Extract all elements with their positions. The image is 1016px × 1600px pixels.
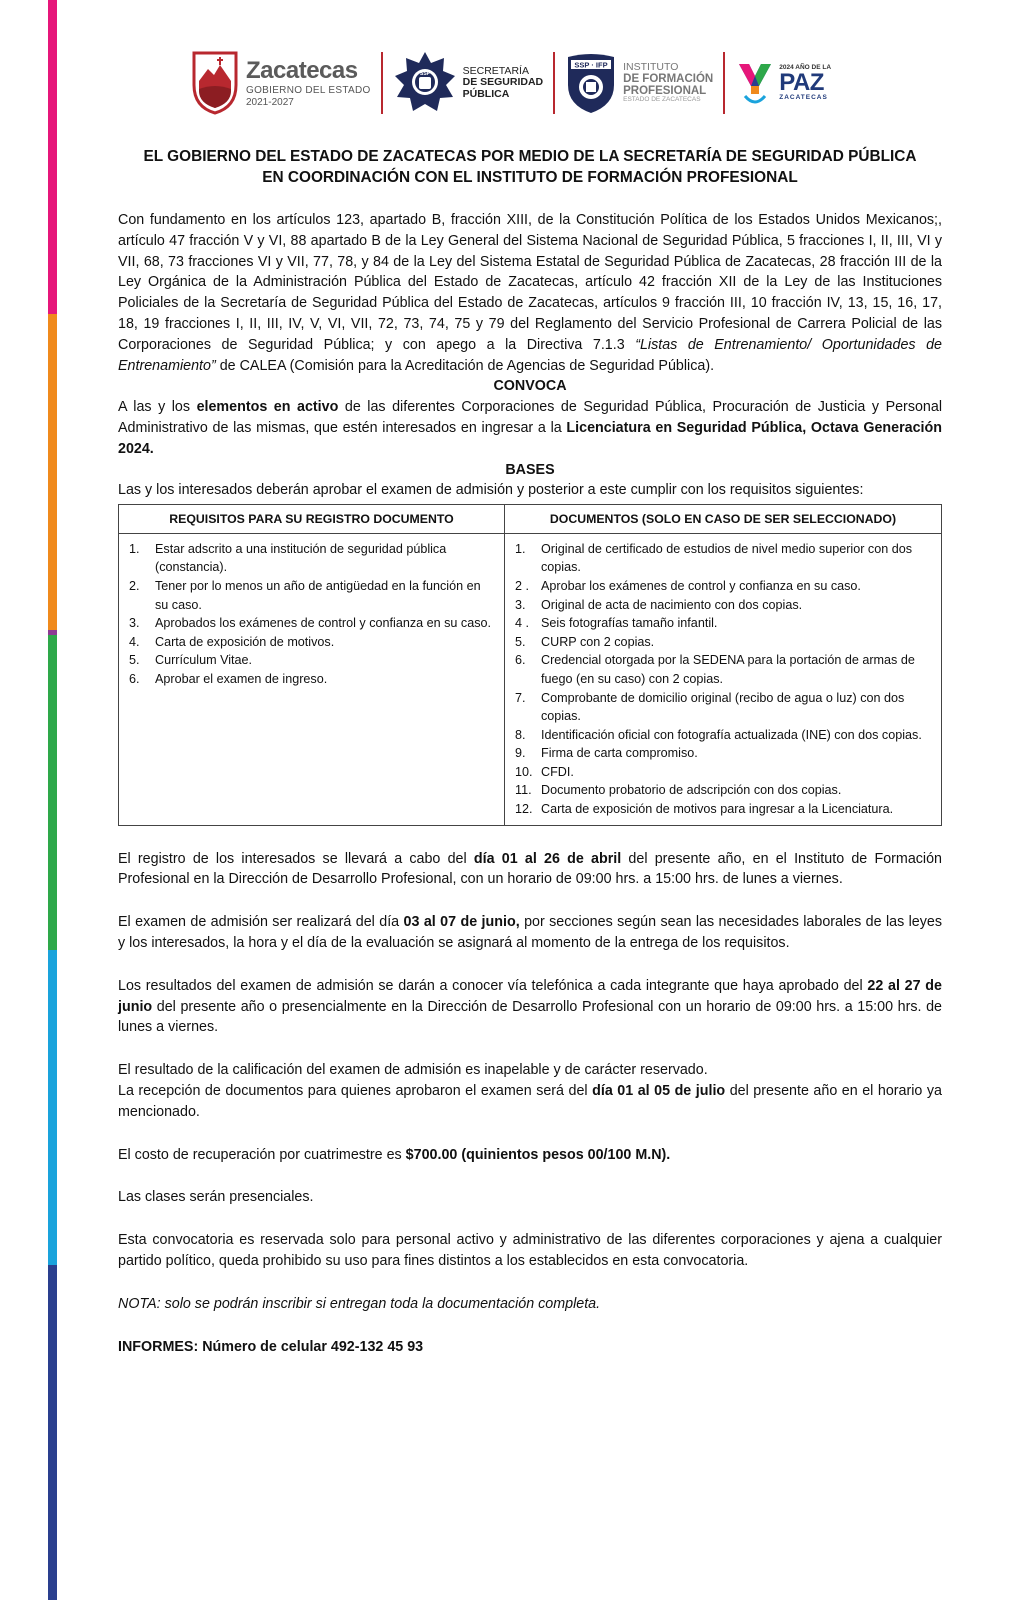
- table-header-documentos: DOCUMENTOS (SOLO EN CASO DE SER SELECCIONADO): [505, 505, 942, 534]
- item-text: Aprobados los exámenes de control y confianza en su caso.: [155, 616, 492, 631]
- item-text: Original de acta de nacimiento con dos copias.: [541, 597, 803, 612]
- zacatecas-shield-icon: [190, 51, 240, 115]
- item-number: 1.: [129, 541, 140, 556]
- list-item: [515, 633, 931, 652]
- convoca-text-2: de las diferentes Corporaciones de Seguridad Pública, Procuración de Justicia y Personal Administrativo de las mismas, que estén interesados en ingresar a la: [118, 399, 942, 436]
- item-number: 10.: [515, 764, 533, 779]
- stripe-orange: [48, 314, 57, 630]
- header-logos: [190, 44, 880, 122]
- list-item: [515, 781, 931, 800]
- registro-text-2: del presente año, en el Instituto de Formación Profesional en la Dirección de Desarrollo Profesional, con un horario de 09:00 hrs. a 15:00 hrs. de lunes a viernes.: [118, 850, 943, 888]
- list-item: [129, 577, 494, 614]
- logo-divider: [553, 52, 555, 114]
- costo-amount: $700.00 (quinientos pesos 00/100 M.N).: [405, 1146, 671, 1163]
- logo-divider: [381, 52, 383, 114]
- costo-paragraph: [118, 1145, 942, 1166]
- list-item: [515, 596, 931, 615]
- list-item: [515, 800, 931, 819]
- examen-text-2: por secciones según sean las necesidades laborales de las leyes y los interesados, la hora y el día de la evaluación se asignará al momento de la entrega de los requisitos.: [118, 914, 943, 952]
- examen-paragraph: [118, 912, 942, 954]
- item-text: CFDI.: [541, 764, 574, 779]
- intro-italic-reference: “Listas de Entrenamiento/ Oportunidades de Entrenamiento”: [118, 336, 942, 374]
- examen-text-1: El examen de admisión ser realizará del día: [118, 914, 404, 931]
- paz-subtitle: ZACATECAS: [779, 94, 828, 101]
- recepcion-text-1: La recepción de documentos para quienes aprobaron el examen será del: [118, 1083, 593, 1100]
- item-number: 5.: [129, 653, 140, 668]
- item-text: Estar adscrito a una institución de seguridad pública (constancia).: [155, 541, 447, 575]
- recepcion-paragraph: [118, 1081, 942, 1123]
- zacatecas-title: Zacatecas: [246, 56, 358, 84]
- title-line-2: EN COORDINACIÓN CON EL INSTITUTO DE FORMACIÓN PROFESIONAL: [262, 169, 798, 186]
- ssp-line2: DE SEGURIDAD: [462, 76, 544, 89]
- list-item: [129, 540, 494, 577]
- title-line-1: EL GOBIERNO DEL ESTADO DE ZACATECAS POR MEDIO DE LA SECRETARÍA DE SEGURIDAD PÚBLICA: [143, 148, 917, 165]
- recepcion-bold-date: día 01 al 05 de julio: [592, 1083, 726, 1100]
- bases-heading: BASES: [505, 461, 555, 478]
- list-item: [129, 651, 494, 670]
- stripe-cyan: [48, 950, 57, 1265]
- item-text: Aprobar los exámenes de control y confianza en su caso.: [541, 578, 861, 593]
- item-number: 3.: [129, 616, 140, 631]
- intro-paragraph: [118, 210, 942, 376]
- table-header-requisitos: REQUISITOS PARA SU REGISTRO DOCUMENTO: [119, 505, 505, 534]
- paz-small-text: 2024 AÑO DE LA: [779, 63, 832, 71]
- list-item: [129, 670, 494, 689]
- nota-paragraph: NOTA: solo se podrán inscribir si entregan toda la documentación completa.: [118, 1295, 601, 1312]
- ifp-line2: DE FORMACIÓN: [623, 73, 714, 86]
- item-text: Currículum Vitae.: [155, 653, 253, 668]
- ifp-line1: INSTITUTO: [623, 61, 679, 74]
- ifp-line3: PROFESIONAL: [623, 85, 707, 98]
- item-number: 1.: [515, 541, 526, 556]
- document-title: [118, 146, 942, 188]
- requisitos-list: [119, 533, 505, 825]
- convoca-text-1: A las y los: [118, 399, 197, 416]
- item-number: 4 .: [515, 616, 530, 631]
- list-item: [129, 614, 494, 633]
- list-item: [515, 651, 931, 688]
- zacatecas-subtitle: GOBIERNO DEL ESTADO: [246, 84, 371, 96]
- item-number: 3.: [515, 597, 526, 612]
- list-item: [515, 689, 931, 726]
- item-text: Documento probatorio de adscripción con dos copias.: [541, 783, 842, 798]
- item-text: Seis fotografías tamaño infantil.: [541, 616, 718, 631]
- item-number: 7.: [515, 690, 526, 705]
- calificacion-paragraph: El resultado de la calificación del examen de admisión es inapelable y de carácter reservado.: [118, 1062, 708, 1079]
- list-item: [515, 726, 931, 745]
- item-text: CURP con 2 copias.: [541, 634, 655, 649]
- item-text: Identificación oficial con fotografía actualizada (INE) con dos copias.: [541, 727, 922, 742]
- convoca-paragraph: [118, 397, 942, 459]
- requirements-table: [118, 504, 942, 826]
- list-item: [515, 614, 931, 633]
- ifp-badge-text: SSP · IFP: [574, 60, 608, 70]
- convoca-heading: CONVOCA: [493, 378, 567, 395]
- item-number: 2.: [129, 578, 140, 593]
- resultados-paragraph: [118, 976, 942, 1038]
- ssp-line1: SECRETARÍA: [462, 65, 529, 78]
- logo-divider: [723, 52, 725, 114]
- item-text: Comprobante de domicilio original (recibo de agua o luz) con dos copias.: [541, 690, 905, 724]
- recepcion-text-2: del presente año en el horario ya mencionado.: [118, 1083, 942, 1120]
- ssp-seal-text: SSP: [419, 71, 430, 77]
- resultados-text-2: del presente año o presencialmente en la Dirección de Desarrollo Profesional con un horario de 09:00 hrs. a 15:00 hrs. de lunes a viernes.: [118, 998, 942, 1036]
- resultados-text-1: Los resultados del examen de admisión se darán a conocer vía telefónica a cada integrante que haya aprobado del: [118, 977, 868, 994]
- ssp-logo: [393, 51, 544, 115]
- intro-text-1: Con fundamento en los artículos 123, apartado B, fracción XIII, de la Constitución Política de los Estados Unidos Mexicanos;, artículo 47 fracción V y VI, 88 apartado B de la Ley General del Sistema Nacional de Seguridad Pública, 5 fracciones I, II, III, VI y VII, 68, 73 fracciones VI y VII, 77, 78, y 84 de la Ley del Sistema Estatal de Seguridad Pública de Zacatecas, 28 fracción III de la Ley Orgánica de la Administración Pública del Estado de Zacatecas, artículo 42 fracción XII de la Ley de las Instituciones Policiales de la Secretaría de Seguridad Pública del Estado de Zacatecas, artículos 9 fracción III, 10 fracción IV, 13, 15, 16, 17, 18, 19 fracciones I, II, III, IV, V, VI, VII, 72, 73, 74, 75 y 79 del Reglamento del Servicio Profesional de Carrera Policial de las Corporaciones de Seguridad Pública; y con apego a la Directiva 7.1.3: [118, 212, 942, 353]
- stripe-pink: [48, 0, 57, 314]
- decorative-color-stripe: [48, 0, 57, 1600]
- examen-bold-date: 03 al 07 de junio,: [403, 914, 520, 931]
- item-text: Carta de exposición de motivos para ingresar a la Licenciatura.: [541, 802, 894, 817]
- convoca-bold-1: elementos en activo: [196, 399, 339, 416]
- table-row: [119, 533, 942, 825]
- bases-paragraph: Las y los interesados deberán aprobar el examen de admisión y posterior a este cumplir con los requisitos siguientes:: [118, 482, 864, 499]
- ifp-logo: [565, 51, 713, 115]
- ifp-line4: ESTADO DE ZACATECAS: [623, 96, 701, 104]
- list-item: [129, 633, 494, 652]
- ifp-shield-icon: [565, 51, 617, 115]
- registro-text-1: El registro de los interesados se llevará a cabo del: [118, 850, 474, 867]
- intro-text-2: de CALEA (Comisión para la Acreditación de Agencias de Seguridad Pública).: [215, 357, 715, 374]
- list-item: [515, 763, 931, 782]
- item-number: 9.: [515, 746, 526, 761]
- zacatecas-logo: [190, 51, 371, 115]
- item-number: 11.: [515, 783, 532, 798]
- paz-big-text: PAZ: [779, 69, 824, 96]
- convoca-bold-2: Licenciatura en Seguridad Pública, Octava Generación 2024.: [118, 419, 942, 457]
- zacatecas-years: 2021-2027: [246, 96, 294, 108]
- document-body: [118, 146, 942, 1357]
- stripe-navy: [48, 1265, 57, 1600]
- item-text: Original de certificado de estudios de nivel medio superior con dos copias.: [541, 541, 913, 575]
- item-number: 6.: [515, 653, 526, 668]
- item-number: 12.: [515, 802, 533, 817]
- registro-bold-date: día 01 al 26 de abril: [473, 850, 622, 867]
- list-item: [515, 540, 931, 577]
- table-header-row: [119, 505, 942, 534]
- item-number: 6.: [129, 671, 140, 686]
- list-item: [515, 744, 931, 763]
- item-text: Aprobar el examen de ingreso.: [155, 671, 328, 686]
- item-number: 4.: [129, 634, 140, 649]
- ssp-line3: PÚBLICA: [462, 87, 510, 100]
- registro-paragraph: [118, 849, 942, 891]
- ssp-star-badge-icon: [393, 51, 457, 115]
- reservada-paragraph: Esta convocatoria es reservada solo para personal activo y administrativo de las diferentes corporaciones y ajena a cualquier partido político, queda prohibido su uso para fines distintos a los establecidos en esta convocatoria.: [118, 1232, 942, 1270]
- item-number: 2 .: [515, 578, 530, 593]
- paz-heart-icon: [735, 54, 775, 112]
- informes-paragraph: INFORMES: Número de celular 492-132 45 93: [118, 1338, 424, 1355]
- costo-text: El costo de recuperación por cuatrimestre es: [118, 1146, 406, 1163]
- paz-logo: [735, 54, 831, 112]
- item-number: 5.: [515, 634, 526, 649]
- item-text: Firma de carta compromiso.: [541, 746, 698, 761]
- resultados-bold-date: 22 al 27 de junio: [118, 977, 942, 1015]
- documentos-list: [505, 533, 942, 825]
- item-text: Carta de exposición de motivos.: [155, 634, 335, 649]
- item-text: Tener por lo menos un año de antigüedad en la función en su caso.: [155, 578, 481, 612]
- list-item: [515, 577, 931, 596]
- clases-paragraph: Las clases serán presenciales.: [118, 1189, 314, 1206]
- stripe-green: [48, 635, 57, 950]
- item-number: 8.: [515, 727, 526, 742]
- item-text: Credencial otorgada por la SEDENA para la portación de armas de fuego (en su caso) con 2 copias.: [541, 653, 915, 686]
